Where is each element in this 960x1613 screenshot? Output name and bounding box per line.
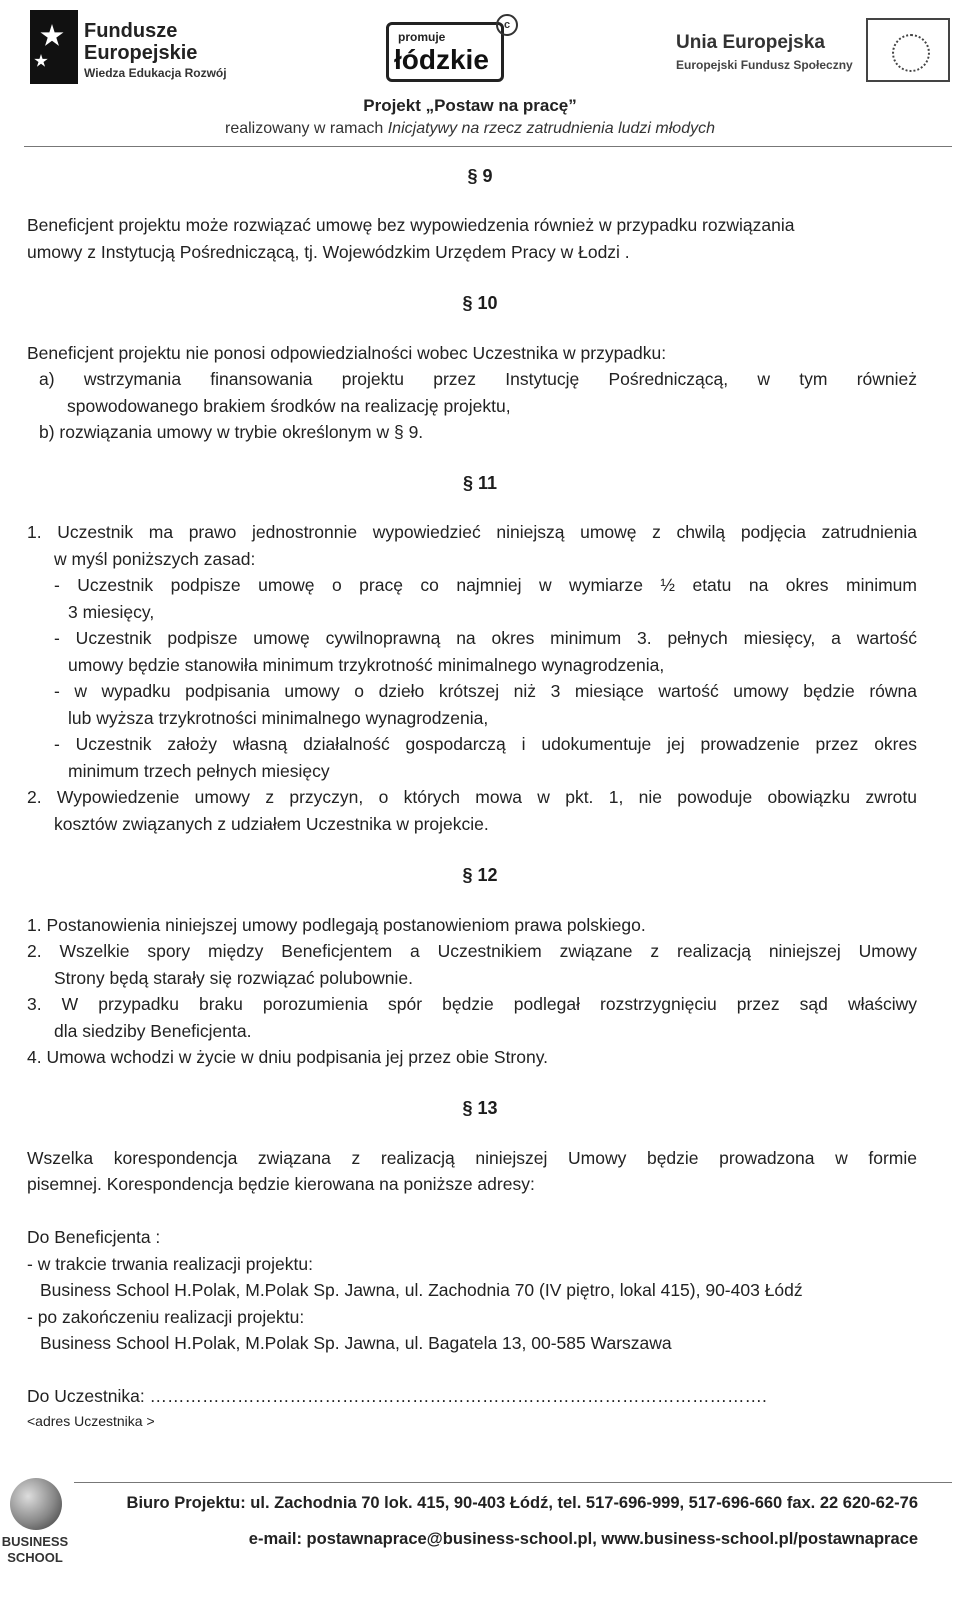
ue-logo-line1: Unia Europejska [676,32,825,53]
header-divider [24,146,952,147]
promuje-lodzkie-logo [386,14,516,86]
during-project-address: Business School H.Polak, M.Polak Sp. Jawna, ul. Zachodnia 70 (IV piętro, lokal 415), 90-403 Łódź [40,1280,803,1300]
section-11-dash1-line2: 3 miesięcy, [68,602,155,622]
section-11-dash2-line2: umowy będzie stanowiła minimum trzykrotność minimalnego wynagrodzenia, [68,655,665,675]
lodz-logo-mark-icon: c [496,14,518,36]
during-project-label: - w trakcie trwania realizacji projektu: [27,1254,313,1274]
section-11-heading: § 11 [462,473,498,493]
section-12-p2-line1: 2. Wszelkie spory między Beneficjentem a Uczestnikiem związane z realizacją niniejszej Umowy [27,941,917,961]
lodz-logo-big: łódzkie [394,44,489,75]
section-12-heading: § 12 [462,865,498,885]
project-subtitle: realizowany w ramach Inicjatywy na rzecz zatrudnienia ludzi młodych [225,120,715,137]
fe-logo-line2: Europejskie [84,42,198,64]
section-9-line1: Beneficjent projektu może rozwiązać umowę bez wypowiedzenia również w przypadku rozwiązania [27,215,795,235]
section-13-line1: Wszelka korespondencja związana z realizacją niniejszej Umowy będzie prowadzona w formie [27,1148,917,1168]
globe-icon [10,1478,62,1530]
business-school-logo [0,1478,70,1613]
section-9-heading: § 9 [467,166,493,186]
beneficiary-label: Do Beneficjenta : [27,1227,161,1247]
fe-logo-line3: Wiedza Edukacja Rozwój [84,66,227,80]
section-12-p3-line1: 3. W przypadku braku porozumienia spór będzie podlegał rozstrzygnięciu przez sąd właściwy [27,994,917,1014]
section-11-p1-line2: w myśl poniższych zasad: [54,549,256,569]
project-title: Projekt „Postaw na pracę” [363,96,577,115]
section-11-dash3-line2: lub wyższa trzykrotności minimalnego wynagrodzenia, [68,708,489,728]
section-10-heading: § 10 [462,293,498,313]
section-9-line2: umowy z Instytucją Pośredniczącą, tj. Wojewódzkim Urzędem Pracy w Łodzi . [27,242,630,262]
fundusze-europejskie-logo [28,10,278,88]
bs-logo-word1: BUSINESS [1,1534,69,1549]
section-10-item-a-line1: a) wstrzymania finansowania projektu przez Instytucję Pośredniczącą, w tym również [39,369,917,389]
fe-logo-line1: Fundusze [84,20,178,42]
section-13-heading: § 13 [462,1098,498,1118]
after-project-address: Business School H.Polak, M.Polak Sp. Jawna, ul. Bagatela 13, 00-585 Warszawa [40,1333,672,1353]
section-10-item-b: b) rozwiązania umowy w trybie określonym w § 9. [39,422,424,442]
section-12-p3-line2: dla siedziby Beneficjenta. [54,1021,252,1041]
section-13-line2: pisemnej. Korespondencja będzie kierowana na poniższe adresy: [27,1174,535,1194]
section-11-dash4-line2: minimum trzech pełnych miesięcy [68,761,330,781]
fe-star-mark-icon [30,10,78,84]
bs-logo-word2: SCHOOL [7,1550,63,1565]
eu-flag-icon [866,18,950,82]
section-12-p2-line2: Strony będą starały się rozwiązać polubownie. [54,968,413,988]
section-12-p1: 1. Postanowienia niniejszej umowy podlegają postanowieniom prawa polskiego. [27,915,646,935]
section-11-dash1-line1: - Uczestnik podpisze umowę o pracę co najmniej w wymiarze ½ etatu na okres minimum [54,575,917,595]
after-project-label: - po zakończeniu realizacji projektu: [27,1307,305,1327]
unia-europejska-logo [642,16,952,88]
footer-divider [74,1482,952,1483]
lodz-logo-small: promuje [398,30,446,44]
participant-address-hint: <adres Uczestnika > [27,1413,155,1429]
section-10-intro: Beneficjent projektu nie ponosi odpowiedzialności wobec Uczestnika w przypadku: [27,343,667,363]
footer-address-line: Biuro Projektu: ul. Zachodnia 70 lok. 415, 90-403 Łódź, tel. 517-696-999, 517-696-660 fax. 22 620-62-76 [126,1494,918,1512]
section-11-p2-line1: 2. Wypowiedzenie umowy z przyczyn, o których mowa w pkt. 1, nie powoduje obowiązku zwrotu [27,787,917,807]
participant-address-field: Do Uczestnika: ……………………………………………………………………………………………. [27,1386,767,1406]
section-11-p2-line2: kosztów związanych z udziałem Uczestnika w projekcie. [54,814,489,834]
footer-contact-line: e-mail: postawnaprace@business-school.pl, www.business-school.pl/postawnaprace [248,1530,918,1548]
ue-logo-line2: Europejski Fundusz Społeczny [676,58,853,72]
header-logos [28,10,952,88]
section-11-dash3-line1: - w wypadku podpisania umowy o dzieło krótszej niż 3 miesiące wartość umowy będzie równa [54,681,917,701]
section-11-dash2-line1: - Uczestnik podpisze umowę cywilnoprawną na okres minimum 3. pełnych miesięcy, a wartość [54,628,917,648]
section-10-item-a-line2: spowodowanego brakiem środków na realizację projektu, [67,396,511,416]
section-11-dash4-line1: - Uczestnik założy własną działalność gospodarczą i udokumentuje jej prowadzenie przez okres [54,734,917,754]
section-11-p1-line1: 1. Uczestnik ma prawo jednostronnie wypowiedzieć niniejszą umowę z chwilą podjęcia zatrudnienia [27,522,917,542]
section-12-p4: 4. Umowa wchodzi w życie w dniu podpisania jej przez obie Strony. [27,1047,549,1067]
